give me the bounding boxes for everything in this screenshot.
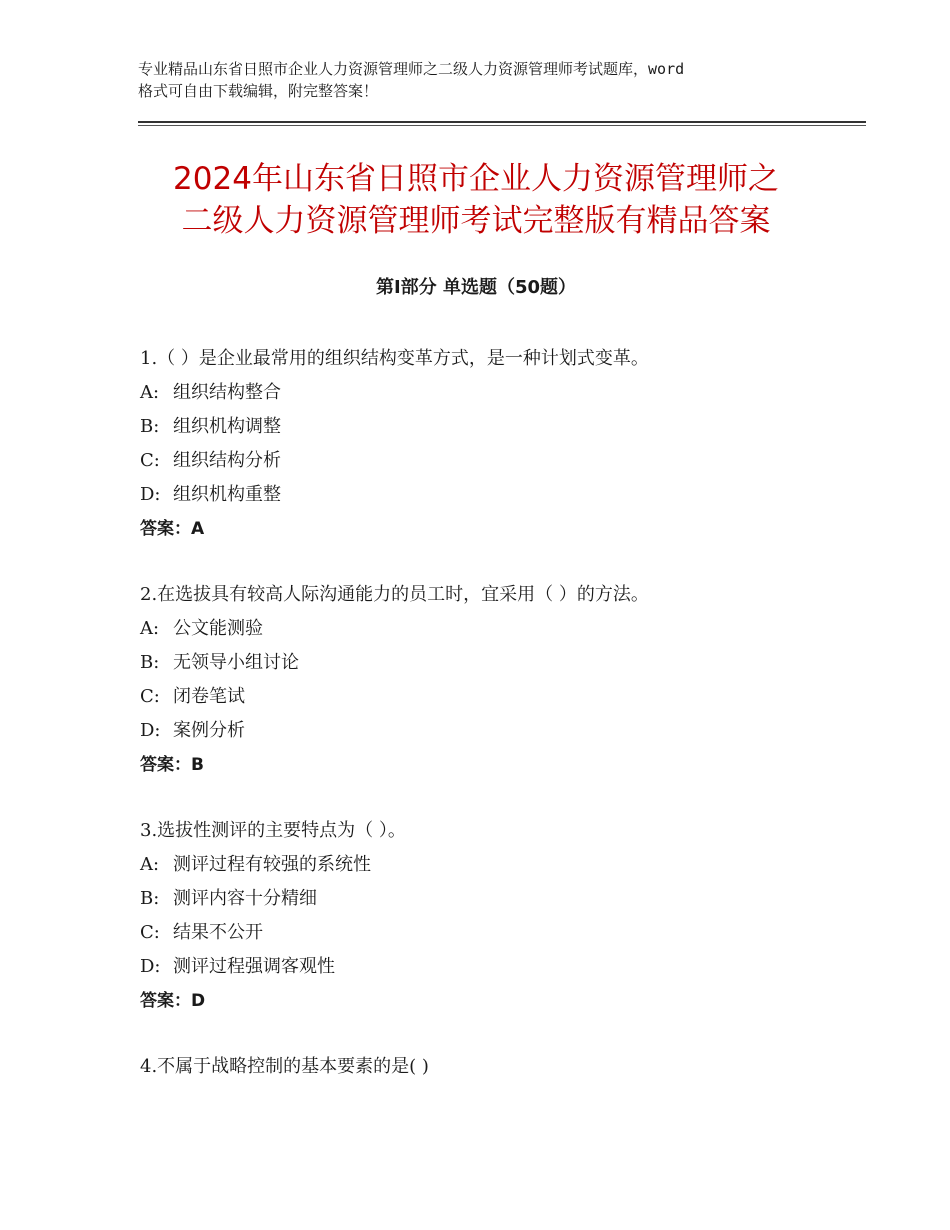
option-b xyxy=(140,410,830,444)
option-key: C: xyxy=(140,922,160,943)
option-text: 结果不公开 xyxy=(173,922,263,943)
option-key: B: xyxy=(140,652,160,673)
answer-label: 答案：D xyxy=(140,991,206,1011)
option-key: A: xyxy=(140,382,160,403)
header-note xyxy=(138,58,828,102)
option-key: C: xyxy=(140,686,160,707)
title-line: 二级人力资源管理师考试完整版有精品答案 xyxy=(181,203,771,239)
option-c xyxy=(140,444,830,478)
option-a xyxy=(140,376,830,410)
option-b xyxy=(140,646,830,680)
option-text: 公文能测验 xyxy=(173,618,263,639)
question-stem: 2.在选拔具有较高人际沟通能力的员工时，宜采用（ ）的方法。 xyxy=(140,584,649,605)
header-divider xyxy=(138,121,866,123)
question-item xyxy=(140,578,830,782)
title-line: 2024年山东省日照市企业人力资源管理师之 xyxy=(173,161,779,197)
question-list xyxy=(140,342,830,1116)
option-key: B: xyxy=(140,888,160,909)
option-text: 测评过程有较强的系统性 xyxy=(173,854,371,875)
option-c xyxy=(140,680,830,714)
header-note-line: 格式可自由下载编辑，附完整答案！ xyxy=(138,82,379,100)
question-stem: 1.（ ）是企业最常用的组织结构变革方式，是一种计划式变革。 xyxy=(140,348,649,369)
document-title xyxy=(138,158,814,242)
header-note-line: 专业精品山东省日照市企业人力资源管理师之二级人力资源管理师考试题库，word xyxy=(138,60,685,78)
option-text: 案例分析 xyxy=(173,720,245,741)
option-d xyxy=(140,714,830,748)
option-key: A: xyxy=(140,618,160,639)
section-heading: 第Ⅰ部分 单选题（50题） xyxy=(375,277,576,298)
question-item xyxy=(140,342,830,546)
question-item xyxy=(140,1050,830,1084)
question-stem: 3.选拔性测评的主要特点为（ ）。 xyxy=(140,820,406,841)
option-key: A: xyxy=(140,854,160,875)
question-stem: 4.不属于战略控制的基本要素的是( ) xyxy=(140,1056,429,1077)
option-c xyxy=(140,916,830,950)
option-text: 无领导小组讨论 xyxy=(173,652,299,673)
option-a xyxy=(140,848,830,882)
answer-label: 答案：B xyxy=(140,755,204,775)
option-key: D: xyxy=(140,956,161,977)
option-key: B: xyxy=(140,416,160,437)
header-divider-thin xyxy=(138,125,866,126)
question-item xyxy=(140,814,830,1018)
option-key: D: xyxy=(140,484,161,505)
option-d xyxy=(140,478,830,512)
option-text: 测评内容十分精细 xyxy=(173,888,317,909)
option-text: 测评过程强调客观性 xyxy=(173,956,335,977)
option-text: 组织结构分析 xyxy=(173,450,281,471)
option-text: 组织机构调整 xyxy=(173,416,281,437)
option-text: 闭卷笔试 xyxy=(173,686,245,707)
option-key: C: xyxy=(140,450,160,471)
answer-label: 答案：A xyxy=(140,519,205,539)
option-a xyxy=(140,612,830,646)
option-text: 组织结构整合 xyxy=(173,382,281,403)
option-b xyxy=(140,882,830,916)
option-key: D: xyxy=(140,720,161,741)
option-text: 组织机构重整 xyxy=(173,484,281,505)
option-d xyxy=(140,950,830,984)
